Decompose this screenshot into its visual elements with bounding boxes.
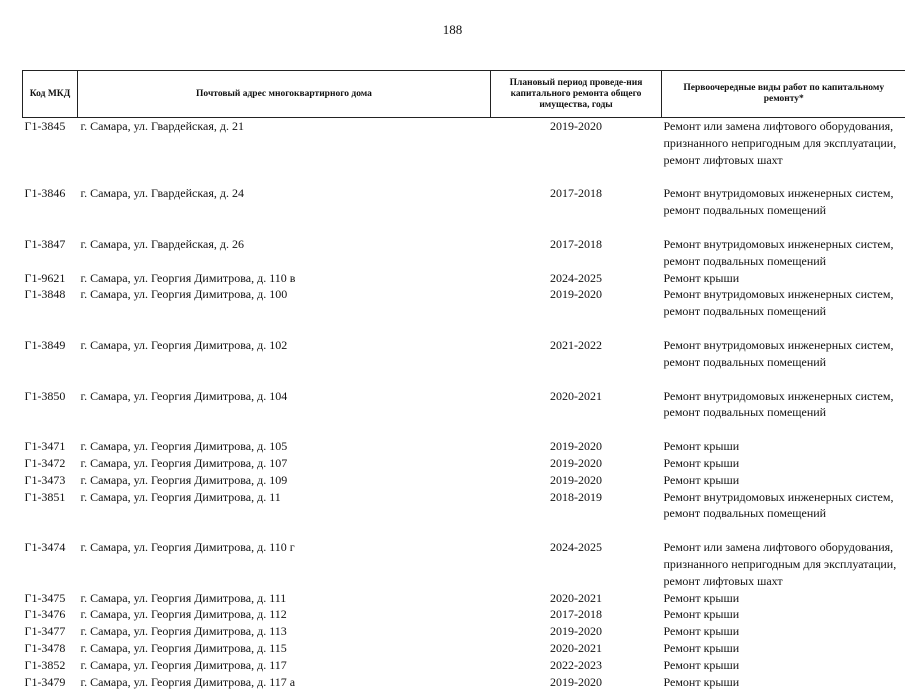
cell-works <box>662 674 905 690</box>
works-line: Ремонт внутридомовых инженерных систем, <box>664 388 905 405</box>
cell-address: г. Самара, ул. Георгия Димитрова, д. 117 <box>78 657 491 674</box>
works-line: признанного непригодным для эксплуатации, <box>664 556 905 573</box>
cell-works <box>662 185 905 236</box>
table-row <box>23 539 905 589</box>
cell-code: Г1-3476 <box>23 606 78 623</box>
works-line: ремонт подвальных помещений <box>664 354 905 371</box>
cell-period: 2019-2020 <box>491 438 662 455</box>
cell-address: г. Самара, ул. Георгия Димитрова, д. 102 <box>78 337 491 388</box>
works-line: Ремонт крыши <box>664 438 905 455</box>
cell-period: 2021-2022 <box>491 337 662 388</box>
cell-period: 2017-2018 <box>491 236 662 270</box>
cell-works <box>662 455 905 472</box>
cell-works <box>662 590 905 607</box>
cell-period: 2017-2018 <box>491 185 662 236</box>
cell-address: г. Самара, ул. Георгия Димитрова, д. 105 <box>78 438 491 455</box>
cell-works <box>662 286 905 337</box>
works-line: Ремонт крыши <box>664 606 905 623</box>
cell-works <box>662 236 905 270</box>
cell-address: г. Самара, ул. Георгия Димитрова, д. 115 <box>78 640 491 657</box>
cell-code: Г1-3846 <box>23 185 78 236</box>
cell-period: 2020-2021 <box>491 640 662 657</box>
cell-works <box>662 388 905 439</box>
cell-address: г. Самара, ул. Георгия Димитрова, д. 109 <box>78 472 491 489</box>
table-row <box>23 455 905 472</box>
cell-code: Г1-3471 <box>23 438 78 455</box>
cell-address: г. Самара, ул. Георгия Димитрова, д. 111 <box>78 590 491 607</box>
works-line: Ремонт крыши <box>664 623 905 640</box>
cell-period: 2024-2025 <box>491 270 662 287</box>
works-line: Ремонт крыши <box>664 640 905 657</box>
cell-works <box>662 337 905 388</box>
cell-code: Г1-3477 <box>23 623 78 640</box>
table-row <box>23 388 905 439</box>
cell-works <box>662 606 905 623</box>
cell-period: 2019-2020 <box>491 455 662 472</box>
cell-works <box>662 640 905 657</box>
cell-address: г. Самара, ул. Георгия Димитрова, д. 110 в <box>78 270 491 287</box>
works-line: ремонт подвальных помещений <box>664 253 905 270</box>
header-period: Плановый период проведе-ния капитального ремонта общего имущества, годы <box>491 71 662 118</box>
cell-code: Г1-3848 <box>23 286 78 337</box>
cell-code: Г1-3852 <box>23 657 78 674</box>
cell-works <box>662 539 905 589</box>
cell-code: Г1-9621 <box>23 270 78 287</box>
cell-code: Г1-3478 <box>23 640 78 657</box>
cell-address: г. Самара, ул. Георгия Димитрова, д. 104 <box>78 388 491 439</box>
header-code: Код МКД <box>23 71 78 118</box>
cell-address: г. Самара, ул. Георгия Димитрова, д. 100 <box>78 286 491 337</box>
table-row <box>23 438 905 455</box>
cell-address: г. Самара, ул. Георгия Димитрова, д. 110 г <box>78 539 491 589</box>
cell-address: г. Самара, ул. Георгия Димитрова, д. 112 <box>78 606 491 623</box>
cell-code: Г1-3851 <box>23 489 78 540</box>
table-row <box>23 270 905 287</box>
cell-period: 2019-2020 <box>491 674 662 690</box>
cell-code: Г1-3850 <box>23 388 78 439</box>
works-line: ремонт подвальных помещений <box>664 404 905 421</box>
header-works: Первоочередные виды работ по капитальному ремонту* <box>662 71 905 118</box>
works-line: Ремонт крыши <box>664 270 905 287</box>
cell-period: 2020-2021 <box>491 590 662 607</box>
cell-code: Г1-3845 <box>23 118 78 186</box>
works-line: ремонт подвальных помещений <box>664 303 905 320</box>
table-row <box>23 472 905 489</box>
cell-period: 2022-2023 <box>491 657 662 674</box>
cell-works <box>662 489 905 540</box>
cell-works <box>662 623 905 640</box>
works-line: Ремонт крыши <box>664 590 905 607</box>
table-row <box>23 657 905 674</box>
works-line: Ремонт или замена лифтового оборудования, <box>664 539 905 556</box>
table-body <box>23 118 905 690</box>
cell-address: г. Самара, ул. Гвардейская, д. 26 <box>78 236 491 270</box>
cell-code: Г1-3472 <box>23 455 78 472</box>
page-number: 188 <box>0 22 905 38</box>
table-row <box>23 286 905 337</box>
works-line: ремонт лифтовых шахт <box>664 573 905 590</box>
works-line: Ремонт внутридомовых инженерных систем, <box>664 337 905 354</box>
cell-code: Г1-3475 <box>23 590 78 607</box>
works-line: Ремонт или замена лифтового оборудования, <box>664 118 905 135</box>
table-row <box>23 623 905 640</box>
cell-period: 2019-2020 <box>491 286 662 337</box>
cell-works <box>662 118 905 186</box>
works-line: Ремонт крыши <box>664 472 905 489</box>
cell-code: Г1-3473 <box>23 472 78 489</box>
table-row <box>23 118 905 186</box>
cell-works <box>662 472 905 489</box>
cell-code: Г1-3479 <box>23 674 78 690</box>
table-row <box>23 606 905 623</box>
table-row <box>23 185 905 236</box>
table-header <box>23 71 905 118</box>
cell-period: 2024-2025 <box>491 539 662 589</box>
cell-address: г. Самара, ул. Гвардейская, д. 24 <box>78 185 491 236</box>
works-line: Ремонт внутридомовых инженерных систем, <box>664 489 905 506</box>
table-row <box>23 337 905 388</box>
cell-address: г. Самара, ул. Гвардейская, д. 21 <box>78 118 491 186</box>
works-line: признанного непригодным для эксплуатации, <box>664 135 905 152</box>
works-line: ремонт подвальных помещений <box>664 202 905 219</box>
works-line: ремонт подвальных помещений <box>664 505 905 522</box>
cell-code: Г1-3847 <box>23 236 78 270</box>
works-line: Ремонт крыши <box>664 657 905 674</box>
cell-works <box>662 270 905 287</box>
header-address: Почтовый адрес многоквартирного дома <box>78 71 491 118</box>
table-row <box>23 489 905 540</box>
works-line: Ремонт крыши <box>664 455 905 472</box>
cell-code: Г1-3849 <box>23 337 78 388</box>
table-row <box>23 590 905 607</box>
cell-period: 2019-2020 <box>491 623 662 640</box>
cell-address: г. Самара, ул. Георгия Димитрова, д. 113 <box>78 623 491 640</box>
cell-works <box>662 438 905 455</box>
works-line: Ремонт внутридомовых инженерных систем, <box>664 185 905 202</box>
works-line: Ремонт крыши <box>664 674 905 690</box>
table-row <box>23 674 905 690</box>
cell-period: 2018-2019 <box>491 489 662 540</box>
cell-works <box>662 657 905 674</box>
cell-period: 2017-2018 <box>491 606 662 623</box>
cell-period: 2020-2021 <box>491 388 662 439</box>
capital-repair-table <box>22 70 905 690</box>
cell-period: 2019-2020 <box>491 118 662 186</box>
works-line: ремонт лифтовых шахт <box>664 152 905 169</box>
table-row <box>23 236 905 270</box>
works-line: Ремонт внутридомовых инженерных систем, <box>664 236 905 253</box>
cell-address: г. Самара, ул. Георгия Димитрова, д. 11 <box>78 489 491 540</box>
cell-period: 2019-2020 <box>491 472 662 489</box>
cell-address: г. Самара, ул. Георгия Димитрова, д. 117 а <box>78 674 491 690</box>
cell-code: Г1-3474 <box>23 539 78 589</box>
table-row <box>23 640 905 657</box>
cell-address: г. Самара, ул. Георгия Димитрова, д. 107 <box>78 455 491 472</box>
works-line: Ремонт внутридомовых инженерных систем, <box>664 286 905 303</box>
